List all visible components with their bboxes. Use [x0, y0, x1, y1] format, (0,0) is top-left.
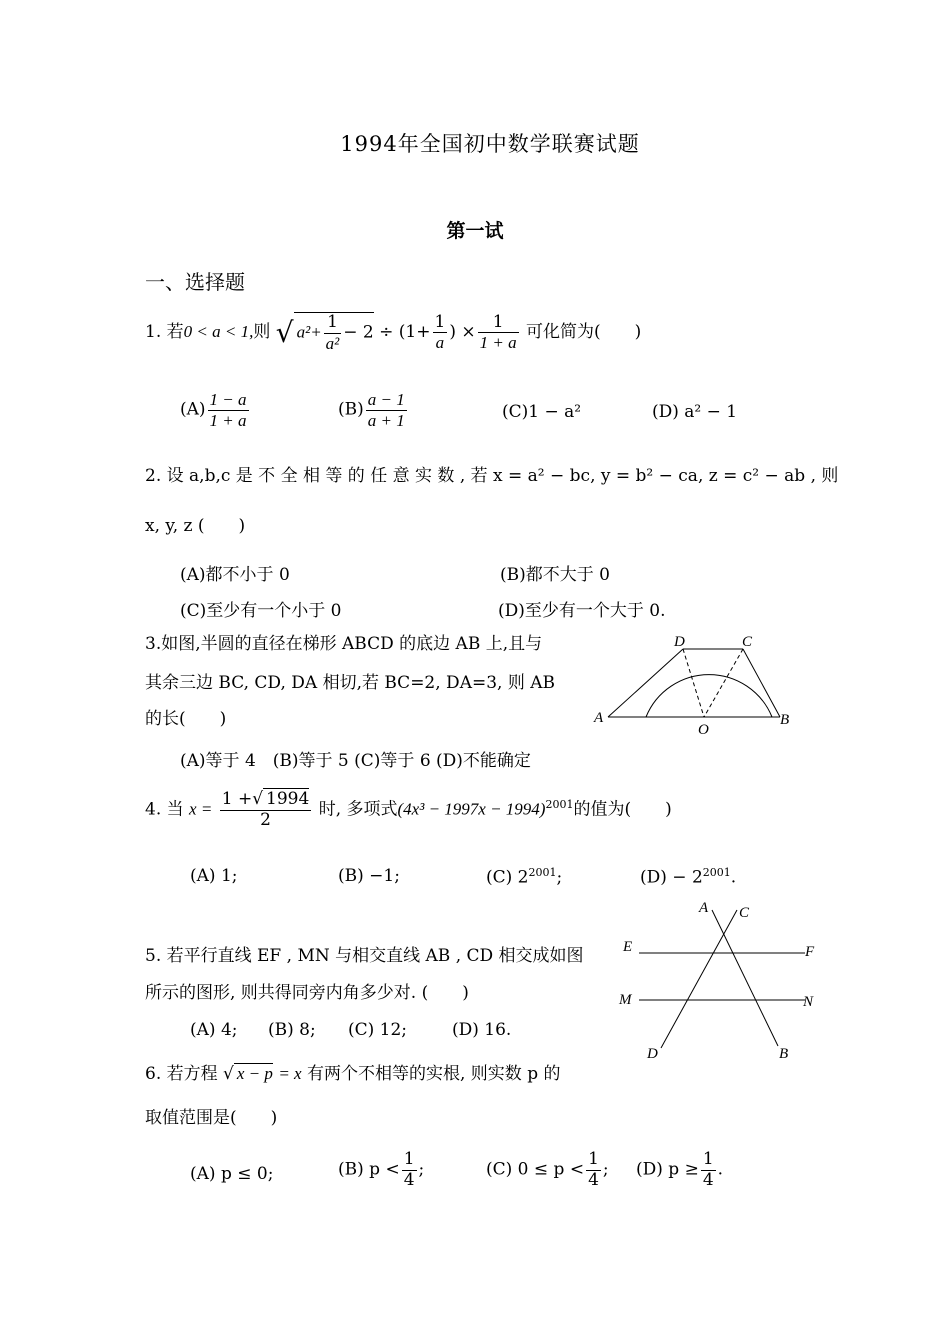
fig-label-f: F — [805, 944, 815, 960]
exam-part-title: 第一试 — [446, 220, 504, 242]
question-4 — [145, 790, 672, 830]
q5-line2: 所示的图形, 则共得同旁内角多少对. ( ) — [145, 983, 469, 1003]
sqrt-icon: √ — [252, 789, 264, 809]
q3-line3: 的长( ) — [145, 709, 227, 729]
q1-number: 1. — [145, 322, 162, 343]
q5-option-b: (B) 8; — [268, 1020, 316, 1040]
page-title: 1994年全国初中数学联赛试题 — [340, 132, 640, 156]
fig-label-d: D — [647, 1046, 658, 1062]
q2-option-d: (D)至少有一个大于 0. — [498, 601, 666, 621]
fig-dash-co — [704, 649, 743, 717]
q4-exponent: 2001 — [545, 797, 574, 811]
q5-option-d: (D) 16. — [452, 1020, 512, 1040]
q4-text1: 时, 多项式 — [318, 799, 398, 820]
question-6 — [145, 1064, 561, 1084]
fig-label-e: E — [623, 939, 633, 955]
fig-label-a: A — [699, 900, 709, 916]
q6-prefix: 6. 若方程 — [145, 1064, 218, 1084]
q4-x-equals: x = — [189, 799, 213, 819]
q2-option-b: (B)都不大于 0 — [500, 565, 610, 585]
fig-line-ab — [712, 910, 778, 1046]
q4-frac: $\frac{1 +√ 1994}{2}$ — [221, 789, 310, 830]
fig-side-cb — [743, 649, 780, 717]
q3-line2: 其余三边 BC, CD, DA 相切,若 BC=2, DA=3, 则 AB — [145, 673, 556, 693]
q2-option-a: (A)都不小于 0 — [180, 565, 290, 585]
question-1 — [145, 312, 641, 353]
q4-number: 4. 当 — [145, 799, 184, 820]
q4-option-d: $(D) - 2^{2001}$. — [640, 866, 737, 888]
q6-sqrt-body: x − p — [234, 1063, 273, 1083]
section-heading: 一、选择题 — [145, 270, 245, 294]
q5-option-c: (C) 12; — [348, 1020, 408, 1040]
fig-label-b: B — [780, 712, 790, 728]
q4-option-c: (C) $2^{2001}$; — [486, 866, 563, 888]
q2-line2: x, y, z ( ) — [145, 516, 246, 536]
q1-suffix: 可化简为( ) — [526, 322, 642, 343]
fig-line-cd — [661, 910, 737, 1048]
fig-dash-do — [683, 649, 704, 717]
q5-lines-figure — [615, 896, 830, 1066]
q4-text2: 的值为( ) — [573, 799, 672, 820]
q3-line1: 3.如图,半圆的直径在梯形 ABCD 的底边 AB 上,且与 — [145, 634, 543, 654]
fig-label-m: M — [619, 992, 632, 1008]
fig-label-d: D — [674, 634, 685, 650]
q4-expression: (4x³ − 1997x − 1994) — [397, 799, 546, 819]
fig-label-o: O — [698, 722, 709, 738]
fig-side-ad — [608, 649, 683, 717]
q1-frac3: $\frac{1}{1 + a}$ — [479, 311, 517, 353]
q1-option-c: (C)1 − a² — [502, 402, 582, 422]
sqrt-icon: √ — [275, 315, 294, 349]
q1-option-a: (A) $\frac{1 - a}{1 + a}$ — [180, 390, 247, 430]
q2-option-c: (C)至少有一个小于 0 — [180, 601, 342, 621]
q1-condition: 0 < a < 1, — [183, 322, 254, 342]
q1-op2: ) × — [449, 322, 476, 343]
q4-option-a: (A) 1; — [190, 866, 238, 886]
fig-label-b: B — [779, 1046, 789, 1062]
q1-option-d: (D) a² − 1 — [652, 402, 738, 422]
fig-label-n: N — [803, 994, 814, 1010]
q1-sqrt-body: a²+ $\frac{1}{\text{a²}}$ − 2 — [294, 312, 374, 353]
q5-option-a: (A) 4; — [190, 1020, 238, 1040]
fig-label-c: C — [739, 905, 750, 921]
q6-equals: = x — [278, 1064, 302, 1083]
q1-frac2: $\frac{1}{a}$ — [434, 311, 446, 353]
q6-option-a: (A) p ≤ 0; — [190, 1164, 274, 1184]
q2-line1: 2. 设 a,b,c 是 不 全 相 等 的 任 意 实 数 , 若 x = a² − bc, y = b² − ca, z = c² − ab , 则 — [145, 466, 839, 486]
q4-option-b: (B) −1; — [338, 866, 400, 886]
q1-then: 则 — [253, 322, 271, 343]
fig-label-a: A — [594, 710, 604, 726]
sqrt-icon: √ — [223, 1064, 234, 1084]
fig-semicircle — [646, 675, 772, 717]
q5-line1: 5. 若平行直线 EF , MN 与相交直线 AB , CD 相交成如图 — [145, 946, 584, 966]
q6-line2: 取值范围是( ) — [145, 1108, 278, 1128]
q1-option-b: (B) $\frac{a - 1}{a + 1}$ — [338, 390, 405, 430]
q1-prefix: 若 — [166, 322, 184, 343]
q6-option-d: (D) p ≥ $\frac{1}{4}$ . — [636, 1149, 724, 1190]
q6-option-b: (B) p < $\frac{1}{4}$ ; — [338, 1149, 425, 1190]
q3-options: (A)等于 4 (B)等于 5 (C)等于 6 (D)不能确定 — [180, 751, 531, 771]
q6-text: 有两个不相等的实根, 则实数 p 的 — [307, 1064, 561, 1084]
q1-op1: ÷ (1+ — [379, 322, 431, 343]
q3-trapezoid-figure — [590, 630, 800, 740]
q6-option-c: (C) 0 ≤ p < $\frac{1}{4}$ ; — [486, 1149, 609, 1190]
fig-label-c: C — [742, 634, 753, 650]
